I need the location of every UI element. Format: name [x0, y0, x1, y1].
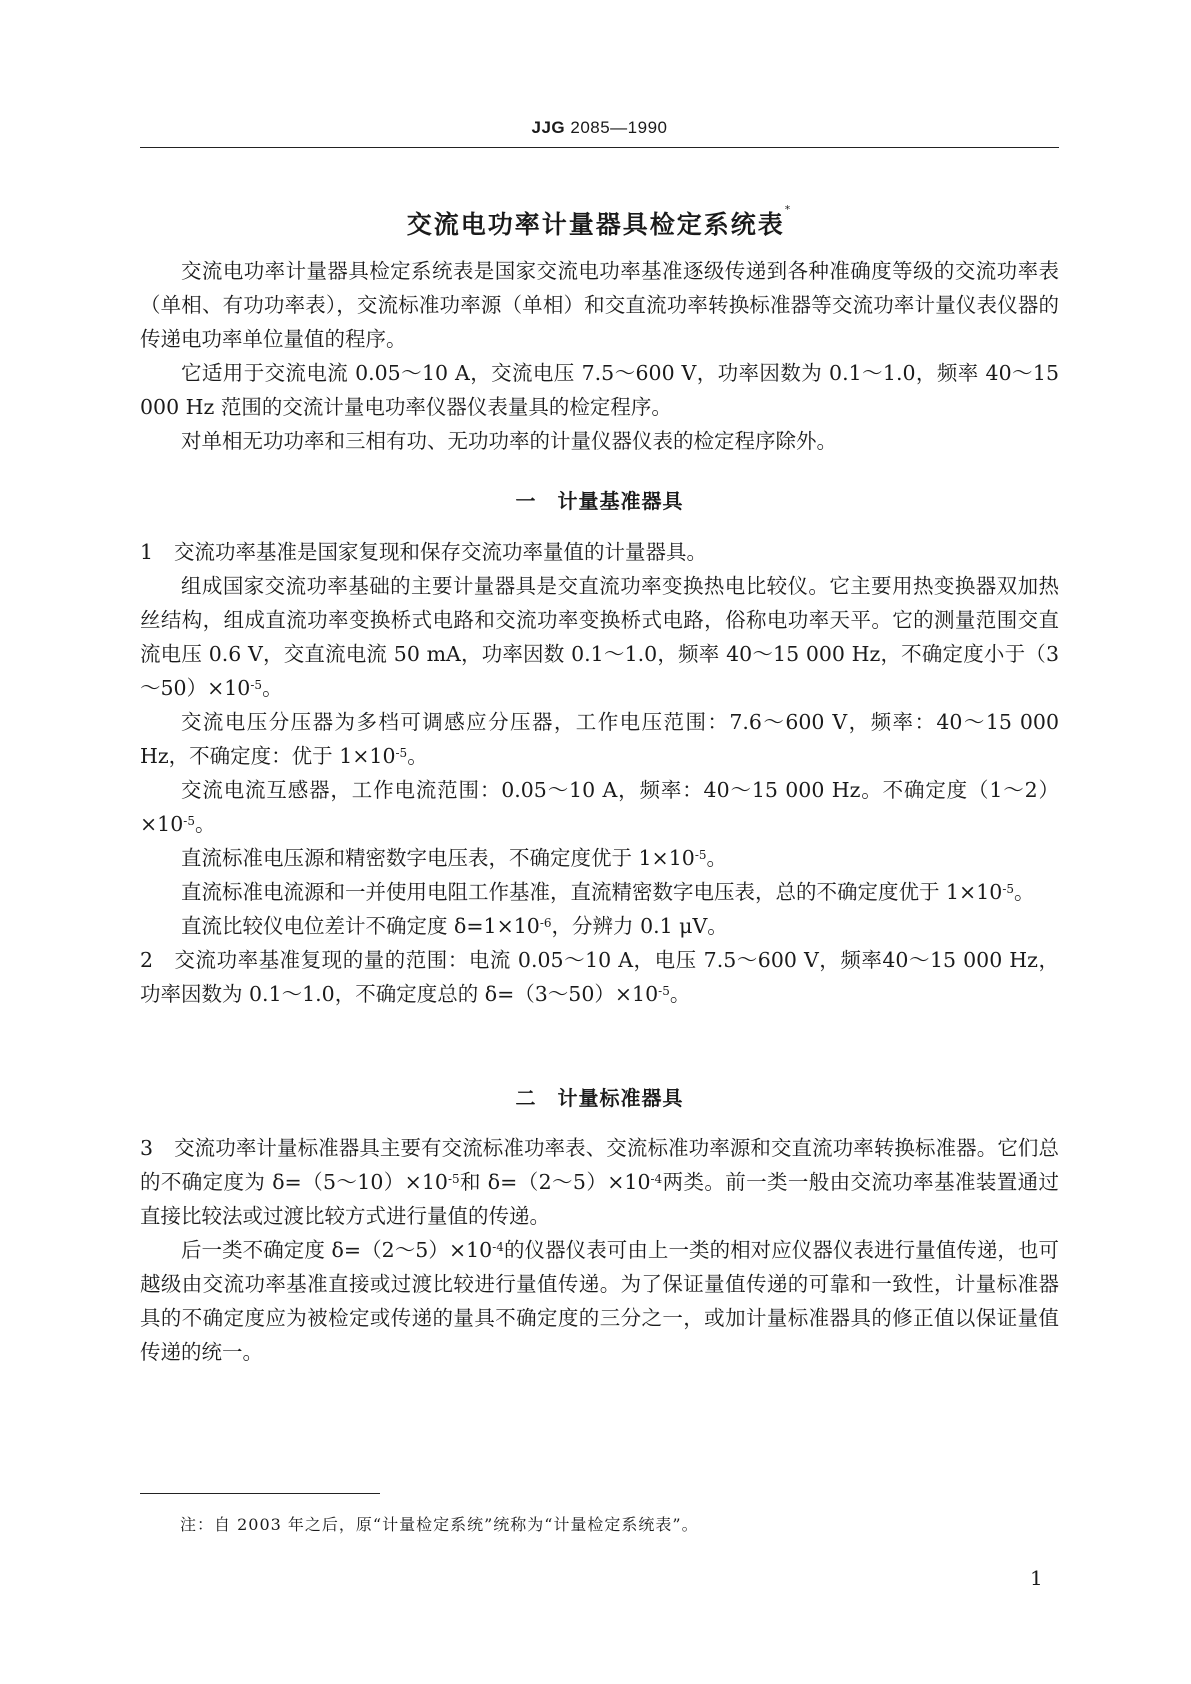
paragraph-text: 交流电压分压器为多档可调感应分压器，工作电压范围：7.6～600 V，频率：40～15 000 Hz，不确定度：优于 1×10	[140, 710, 1059, 768]
paragraph-text: 的仪器仪表可由上一类的相对应仪器仪表进行量值传递，也可越级由交流功率基准直接或过渡比较进行量值传递。为了保证量值传递的可靠和一致性，计量标准器具的不确定度应为被检定或传递的量具不确定度的三分之一，或加计量标准器具的修正值以保证量值传递的统一。	[140, 1238, 1060, 1364]
document-header	[140, 118, 1059, 138]
section2-heading-block	[140, 1081, 1059, 1115]
paragraph	[140, 875, 1059, 909]
paragraph-text: 直流标准电压源和精密数字电压表，不确定度优于 1×10	[181, 846, 695, 870]
item-2	[140, 943, 1059, 1011]
exponent: -4	[650, 1172, 663, 1186]
punct: 。	[706, 846, 728, 870]
item-number: 2	[140, 948, 154, 972]
paragraph-text: 直流标准电流源和一并使用电阻工作基准，直流精密数字电压表，总的不确定度优于 1×10	[181, 880, 1003, 904]
header-code: JJG	[531, 118, 566, 137]
intro-paragraph: 对单相无功功率和三相有功、无功功率的计量仪器仪表的检定程序除外。	[181, 429, 837, 453]
section2-heading: 二 计量标准器具	[515, 1086, 684, 1110]
section2-block	[140, 1131, 1059, 1369]
header-number: 2085—1990	[570, 118, 668, 137]
item-text: 两类。前一类一般由交流功率基准装置通过直接比较法或过渡比较方式进行量值的传递。	[140, 1170, 1059, 1228]
item-number: 3	[140, 1136, 154, 1160]
intro-paragraph: 交流电功率计量器具检定系统表是国家交流电功率基准逐级传递到各种准确度等级的交流功率表（单相、有功功率表），交流标准功率源（单相）和交直流功率转换标准器等交流功率计量仪表仪器的传递电功率单位量值的程序。	[140, 259, 1059, 351]
exponent: -5	[1002, 882, 1015, 896]
paragraph-text: 交流电流互感器，工作电流范围：0.05～10 A，频率：40～15 000 Hz。不确定度（1～2）×10	[140, 778, 1059, 836]
paragraph	[140, 1233, 1059, 1369]
punct: ，分辨力 0.1 μV。	[551, 914, 728, 938]
section1-heading-block	[140, 484, 1059, 518]
section1-heading: 一 计量基准器具	[515, 489, 684, 513]
item-1	[140, 535, 1059, 569]
punct: 。	[262, 676, 283, 700]
paragraph-text: 组成国家交流功率基础的主要计量器具是交直流功率变换热电比较仪。它主要用热变换器双加热丝结构，组成直流功率变换桥式电路和交流功率变换桥式电路，俗称电功率天平。它的测量范围交直流电压 0.6 V，交直流电流 50 mA，功率因数 0.1～1.0，频率 40～15 000 Hz，不确定度小于（3～50）×10	[140, 574, 1059, 700]
paragraph	[140, 909, 1059, 943]
exponent: -5	[250, 678, 263, 692]
footnote-rule	[140, 1493, 380, 1494]
punct: 。	[1014, 880, 1035, 904]
intro-block	[140, 254, 1059, 458]
punct: 。	[669, 982, 691, 1006]
exponent: -6	[539, 916, 552, 930]
punct: 。	[194, 812, 216, 836]
header-rule	[140, 147, 1059, 148]
exponent: -4	[492, 1240, 504, 1254]
exponent: -5	[658, 984, 670, 998]
item-text: 交流功率计量标准器具主要有交流标准功率表、交流标准功率源和交直流功率转换标准器。它们总的不确定度为 δ=（5～10）×10	[140, 1136, 1059, 1194]
paragraph	[140, 569, 1059, 705]
item-3	[140, 1131, 1059, 1233]
footnote: 注：自 2003 年之后，原“计量检定系统”统称为“计量检定系统表”。	[180, 1515, 699, 1534]
title-footnote-mark: *	[784, 203, 793, 216]
exponent: -5	[183, 814, 195, 828]
exponent: -5	[694, 848, 707, 862]
item-text: 和 δ=（2～5）×10	[459, 1170, 651, 1194]
intro-paragraph: 它适用于交流电流 0.05～10 A，交流电压 7.5～600 V，功率因数为 0.1～1.0，频率 40～15 000 Hz 范围的交流计量电功率仪器仪表量具的检定程序。	[140, 361, 1059, 419]
exponent: -5	[395, 746, 408, 760]
paragraph-text: 后一类不确定度 δ=（2～5）×10	[181, 1238, 493, 1262]
item-text: 交流功率基准复现的量的范围：电流 0.05～10 A，电压 7.5～600 V，频率40～15 000 Hz，功率因数为 0.1～1.0，不确定度总的 δ=（3～50）×10	[140, 948, 1059, 1006]
paragraph	[140, 841, 1059, 875]
exponent: -5	[447, 1172, 460, 1186]
item-number: 1	[140, 540, 154, 564]
document-title	[140, 205, 1059, 241]
punct: 。	[407, 744, 428, 768]
paragraph	[140, 773, 1059, 841]
item-text: 交流功率基准是国家复现和保存交流功率量值的计量器具。	[174, 540, 707, 564]
title-text: 交流电功率计量器具检定系统表	[406, 210, 785, 239]
paragraph-text: 直流比较仪电位差计不确定度 δ=1×10	[181, 914, 540, 938]
section1-block	[140, 535, 1059, 1011]
paragraph	[140, 705, 1059, 773]
page-number: 1	[1030, 1566, 1043, 1590]
